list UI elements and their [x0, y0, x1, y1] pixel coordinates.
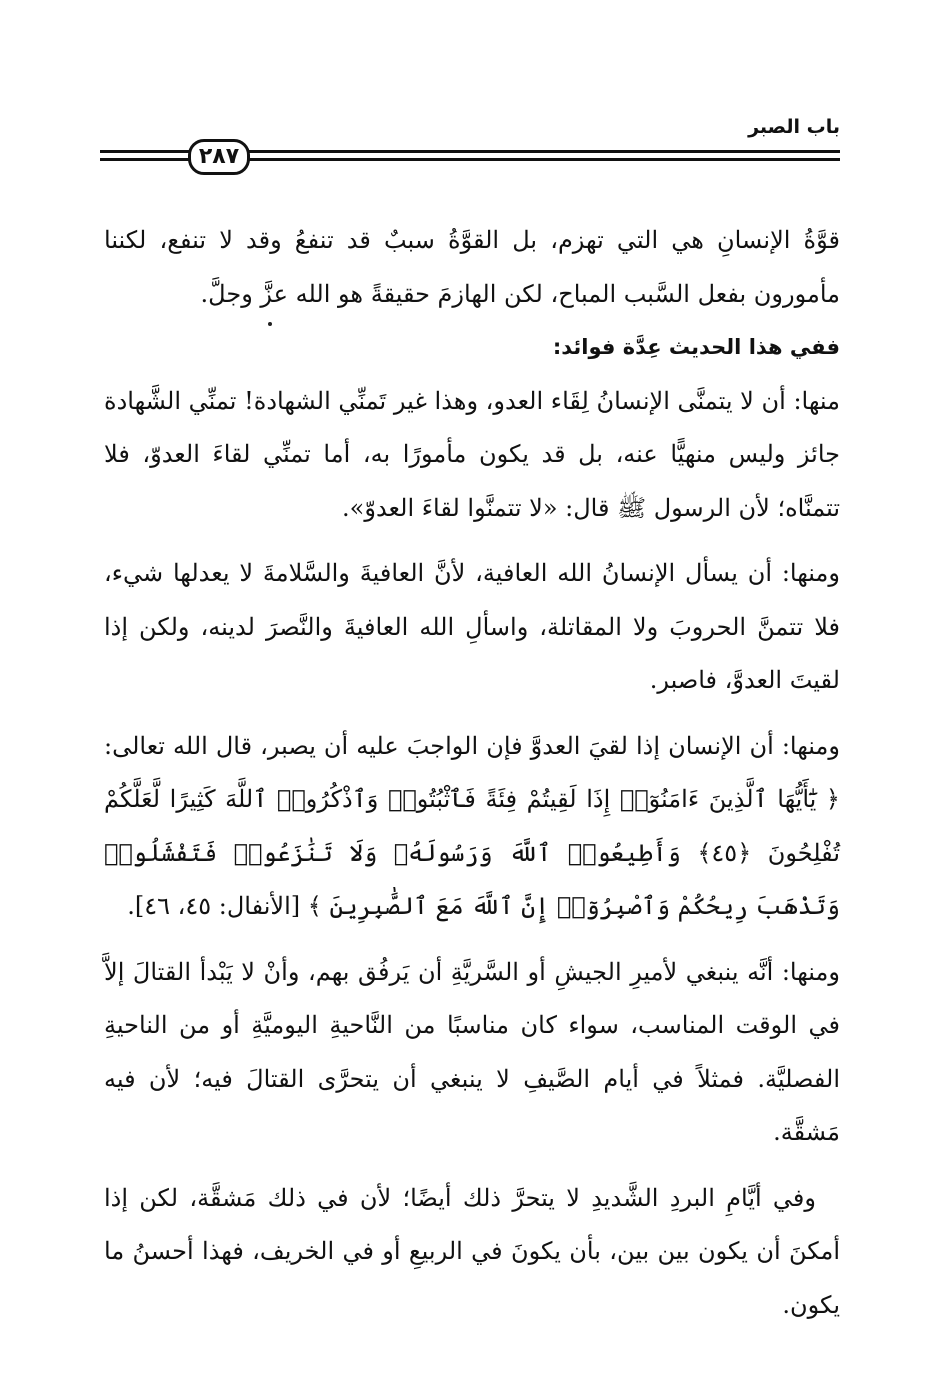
- verse-reference: [الأنفال: ٤٥، ٤٦].: [127, 892, 301, 920]
- paragraph-5: ومنها: أنَّه ينبغي لأميرِ الجيشِ أو السَّريَّةِ أن يَرفُق بهم، وأنْ لا يَبْدأ القتالَ إلاَّ في الوقت المناسب، سواء كان مناسبًا من النَّاحيةِ اليوميَّةِ أو من الناحيةِ الفصليَّة. فمثلاً في أيام الصَّيفِ لا ينبغي أن يتحرَّى القتالَ فيه؛ لأن فيه مَشقَّة.: [104, 957, 840, 1146]
- page-number-badge: ٢٨٧: [188, 139, 250, 175]
- paragraph-2: منها: أن لا يتمنَّى الإنسانُ لِقَاء العدو، وهذا غير تَمنِّي الشهادة! تمنِّي الشَّهادة جائز وليس منهيًّا عنه، بل قد يكون مأمورًا به، أما تمنِّي لقاءَ العدوّ، فلا تتمنَّاه؛ لأن الرسول ﷺ قال: «لا تتمنَّوا لقاءَ العدوّ».: [104, 386, 840, 522]
- paragraph-4: [104, 720, 840, 934]
- paragraph-6: وفي أيَّامِ البردِ الشَّديدِ لا يتحرَّ ذلك أيضًا؛ لأن في ذلك مَشقَّة، لكن إذا أمكنَ أن يكون بين بين، بأن يكونَ في الربيعِ أو في الخريف، فهذا أحسنُ ما يكون.: [104, 1183, 840, 1319]
- paragraph-1: قوَّةُ الإنسانِ هي التي تهزم، بل القوَّةُ سببٌ قد تنفعُ وقد لا تنفع، لكننا مأمورون بفعل السَّبب المباح، لكن الهازمَ حقيقةً هو الله عزَّ وجلَّ.: [104, 226, 841, 308]
- paragraph-3: ومنها: أن يسأل الإنسانُ الله العافية، لأنَّ العافيةَ والسَّلامةَ لا يعدلها شيء، فلا تتمنَّ الحروبَ ولا المقاتلة، واسألِ الله العافيةَ والنَّصرَ لدينه، ولكن إذا لقيتَ العدوَّ، فاصبر.: [104, 559, 840, 694]
- quran-verse: ﴿ يَٰٓأَيُّهَا ٱلَّذِينَ ءَامَنُوٓا۟ إِذَا لَقِيتُمْ فِئَةً فَٱثْبُتُوا۟ وَٱذْكُرُوا۟ ٱللَّهَ كَثِيرًا لَّعَلَّكُمْ تُفْلِحُونَ ﴿٤٥﴾ وَأَطِيعُوا۟ ٱللَّهَ وَرَسُولَهُۥ وَلَا تَنَٰزَعُوا۟ فَتَفْشَلُوا۟ وَتَذْهَبَ رِيحُكُمْ وَٱصْبِرُوٓا۟ إِنَّ ٱللَّهَ مَعَ ٱلصَّٰبِرِينَ ﴾: [104, 785, 840, 920]
- header-rule-right: [248, 150, 840, 161]
- paragraph-4-intro: ومنها: أن الإنسان إذا لقيَ العدوَّ فإن الواجبَ عليه أن يصبر، قال الله تعالى:: [104, 731, 840, 760]
- header-rule-left: [100, 150, 189, 161]
- running-head: باب الصبر: [748, 116, 840, 138]
- section-heading: ففي هذا الحديث عِدَّة فوائد:: [552, 335, 840, 359]
- page-body: [104, 214, 840, 1332]
